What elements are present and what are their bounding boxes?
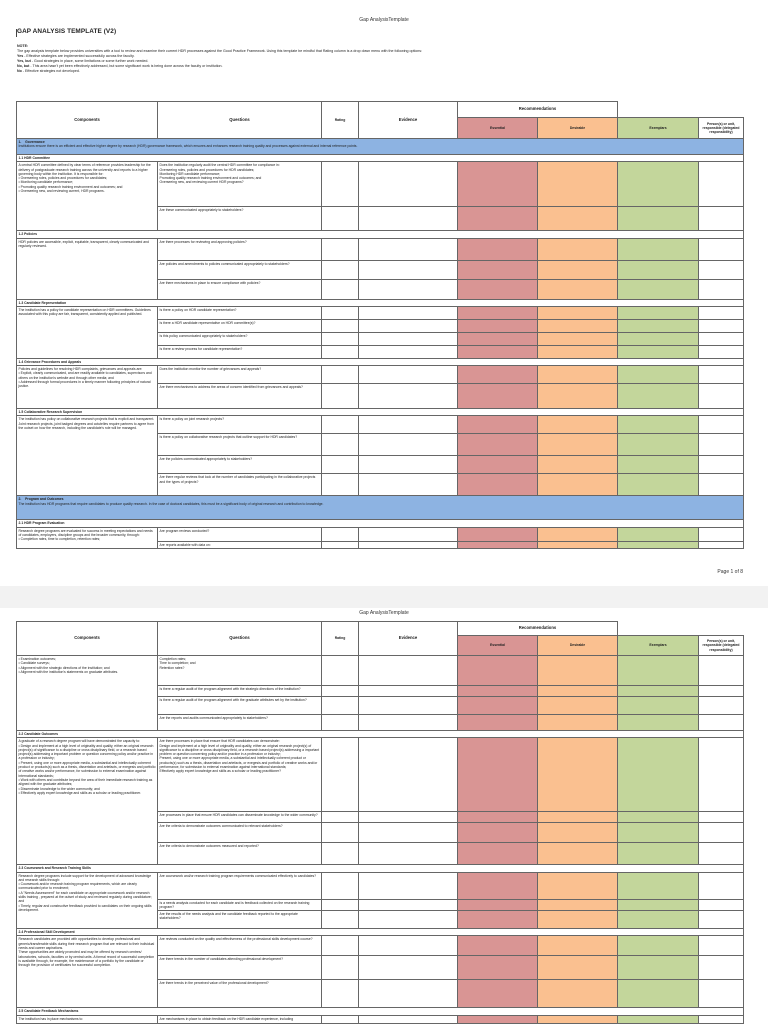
question: Are there mechanisms in place to ensure compliance with policies? <box>158 279 322 299</box>
persons-cell[interactable] <box>699 162 744 207</box>
essential-cell[interactable] <box>458 306 538 319</box>
exemplars-cell[interactable] <box>618 843 699 865</box>
exemplars-cell[interactable] <box>618 1015 699 1023</box>
essential-cell[interactable] <box>458 911 538 929</box>
page-header: Gap AnalysisTemplate <box>359 610 409 616</box>
question: Is there a policy on collaborative research projects that outline support for HDR candidates? <box>158 434 322 456</box>
question: Is there a regular audit of the program alignment with the graduate attributes set by the institution? <box>158 697 322 715</box>
evidence-cell[interactable] <box>359 656 458 686</box>
evidence-cell[interactable] <box>359 416 458 434</box>
desirable-cell[interactable] <box>538 911 618 929</box>
component-1-2: HDR policies are accessible, explicit, equitable, transparent, clearly communicated and regularly reviewed. <box>17 238 158 299</box>
header-evidence: Evidence <box>359 102 458 139</box>
essential-cell[interactable] <box>458 715 538 731</box>
header-recommendations: Recommendations <box>458 102 618 118</box>
evidence-cell[interactable] <box>359 207 458 231</box>
question: Is there a regular audit of the program alignment with the strategic directions of the institution? <box>158 686 322 697</box>
rating-cell[interactable] <box>322 911 359 929</box>
question: Are there trends in the number of candidates attending professional development? <box>158 956 322 980</box>
rating-cell[interactable] <box>322 936 359 956</box>
desirable-cell[interactable] <box>538 345 618 358</box>
rating-cell[interactable] <box>322 416 359 434</box>
header-persons: Person(s) or unit, responsible (delegated responsibility) <box>699 118 744 139</box>
question: Are mechanisms in place to obtain feedback on the HDR candidate experience, including <box>158 1015 322 1023</box>
evidence-cell[interactable] <box>359 715 458 731</box>
desirable-cell[interactable] <box>538 260 618 279</box>
rating-cell[interactable] <box>322 899 359 911</box>
exemplars-cell[interactable] <box>618 656 699 686</box>
exemplars-cell[interactable] <box>618 332 699 345</box>
persons-cell[interactable] <box>699 823 744 843</box>
essential-cell[interactable] <box>458 474 538 496</box>
desirable-cell[interactable] <box>538 366 618 384</box>
exemplars-cell[interactable] <box>618 207 699 231</box>
question: Are there trends in the perceived value of the professional development? <box>158 980 322 1008</box>
persons-cell[interactable] <box>699 238 744 260</box>
exemplars-cell[interactable] <box>618 162 699 207</box>
evidence-cell[interactable] <box>359 872 458 899</box>
desirable-cell[interactable] <box>538 812 618 823</box>
evidence-cell[interactable] <box>359 319 458 332</box>
desirable-cell[interactable] <box>538 872 618 899</box>
essential-cell[interactable] <box>458 279 538 299</box>
exemplars-cell[interactable] <box>618 936 699 956</box>
component-1-4: Policies and guidelines for resolving HDR complaints, grievances and appeals are: • Explicit, clearly communicated, and are readily available to candidates, supervisors and others on the institution's website and through other media; and • Addressed through formal procedures in a timely manner following principles of natural justice. <box>17 366 158 409</box>
rating-cell[interactable] <box>322 541 359 548</box>
gap-analysis-table-continued <box>16 621 744 1024</box>
rating-cell[interactable] <box>322 686 359 697</box>
evidence-cell[interactable] <box>359 384 458 409</box>
component-1-5: The institution has policy on collaborative research projects that is explicit and transparent. Joint research projects, joint badged degrees and cotutelles require partners to agree from the outset on how the research, including the candidate's role will be managed. <box>17 416 158 496</box>
persons-cell[interactable] <box>699 738 744 812</box>
essential-cell[interactable] <box>458 1015 538 1023</box>
header-evidence: Evidence <box>359 622 458 656</box>
header-rating: Rating <box>322 622 359 656</box>
rating-option: Yes - Effective strategies are implemented successfully across the faculty. <box>17 54 135 58</box>
section-program-outcomes: 2. Program and Outcomes The institution has HDR programs that require candidates to produce quality research. In the case of doctoral candidates, this must be a significant body of original research and contribution to knowledge. <box>17 496 744 520</box>
rating-cell[interactable] <box>322 812 359 823</box>
persons-cell[interactable] <box>699 812 744 823</box>
rating-cell[interactable] <box>322 434 359 456</box>
persons-cell[interactable] <box>699 384 744 409</box>
question: Are program reviews conducted? <box>158 527 322 541</box>
essential-cell[interactable] <box>458 686 538 697</box>
question: Are processes in place that ensure HDR candidates can disseminate knowledge to the wider community? <box>158 812 322 823</box>
desirable-cell[interactable] <box>538 416 618 434</box>
exemplars-cell[interactable] <box>618 527 699 541</box>
evidence-cell[interactable] <box>359 956 458 980</box>
page-gap <box>0 586 768 608</box>
exemplars-cell[interactable] <box>618 872 699 899</box>
rating-cell[interactable] <box>322 456 359 474</box>
essential-cell[interactable] <box>458 456 538 474</box>
desirable-cell[interactable] <box>538 686 618 697</box>
evidence-cell[interactable] <box>359 697 458 715</box>
essential-cell[interactable] <box>458 527 538 541</box>
question: Are the reports and audits communicated appropriately to stakeholders? <box>158 715 322 731</box>
essential-cell[interactable] <box>458 384 538 409</box>
desirable-cell[interactable] <box>538 306 618 319</box>
essential-cell[interactable] <box>458 238 538 260</box>
header-essential: Essential <box>458 636 538 656</box>
rating-cell[interactable] <box>322 319 359 332</box>
note-paragraph: The gap analysis template below provides universities with a tool to review and examine their current HDR processes against the Good Practice Framework. Using this template be mindful that Rating column is a drop down menu with the following options: <box>17 49 423 53</box>
header-components: Components <box>17 622 158 656</box>
document-title: GAP ANALYSIS TEMPLATE (V2) <box>17 28 117 35</box>
rating-cell[interactable] <box>322 384 359 409</box>
desirable-cell[interactable] <box>538 936 618 956</box>
rating-cell[interactable] <box>322 260 359 279</box>
evidence-cell[interactable] <box>359 260 458 279</box>
persons-cell[interactable] <box>699 416 744 434</box>
question: Is there a review process for candidate representation? <box>158 345 322 358</box>
subsection-2-2: 2.2 Candidate Outcomes <box>17 731 744 738</box>
desirable-cell[interactable] <box>538 456 618 474</box>
exemplars-cell[interactable] <box>618 823 699 843</box>
question: Are there mechanisms to address the areas of concern identified from grievances and appeals? <box>158 384 322 409</box>
rating-cell[interactable] <box>322 656 359 686</box>
desirable-cell[interactable] <box>538 843 618 865</box>
desirable-cell[interactable] <box>538 899 618 911</box>
essential-cell[interactable] <box>458 319 538 332</box>
question: Is there a policy on joint research projects? <box>158 416 322 434</box>
evidence-cell[interactable] <box>359 936 458 956</box>
persons-cell[interactable] <box>699 279 744 299</box>
persons-cell[interactable] <box>699 306 744 319</box>
exemplars-cell[interactable] <box>618 474 699 496</box>
exemplars-cell[interactable] <box>618 812 699 823</box>
question: Is a needs analysis conducted for each candidate and is feedback collected on the research training program? <box>158 899 322 911</box>
desirable-cell[interactable] <box>538 238 618 260</box>
desirable-cell[interactable] <box>538 319 618 332</box>
persons-cell[interactable] <box>699 260 744 279</box>
persons-cell[interactable] <box>699 899 744 911</box>
persons-cell[interactable] <box>699 911 744 929</box>
rating-option: Yes, but - Good strategies in place, some limitations or some further work needed. <box>17 59 149 63</box>
header-recommendations: Recommendations <box>458 622 618 636</box>
desirable-cell[interactable] <box>538 715 618 731</box>
rating-cell[interactable] <box>322 843 359 865</box>
evidence-cell[interactable] <box>359 279 458 299</box>
rating-cell[interactable] <box>322 872 359 899</box>
essential-cell[interactable] <box>458 872 538 899</box>
rating-cell[interactable] <box>322 279 359 299</box>
exemplars-cell[interactable] <box>618 306 699 319</box>
rating-cell[interactable] <box>322 207 359 231</box>
evidence-cell[interactable] <box>359 306 458 319</box>
evidence-cell[interactable] <box>359 843 458 865</box>
rating-cell[interactable] <box>322 980 359 1008</box>
header-questions: Questions <box>158 622 322 656</box>
header-desirable: Desirable <box>538 118 618 139</box>
persons-cell[interactable] <box>699 697 744 715</box>
persons-cell[interactable] <box>699 332 744 345</box>
evidence-cell[interactable] <box>359 812 458 823</box>
essential-cell[interactable] <box>458 366 538 384</box>
evidence-cell[interactable] <box>359 474 458 496</box>
exemplars-cell[interactable] <box>618 911 699 929</box>
header-components: Components <box>17 102 158 139</box>
exemplars-cell[interactable] <box>618 238 699 260</box>
subsection-1-5: 1.5 Collaborative Research Supervision <box>17 409 744 416</box>
essential-cell[interactable] <box>458 332 538 345</box>
persons-cell[interactable] <box>699 980 744 1008</box>
header-questions: Questions <box>158 102 322 139</box>
essential-cell[interactable] <box>458 207 538 231</box>
desirable-cell[interactable] <box>538 434 618 456</box>
component-2-1-cont: • Examination outcomes; • Candidate surveys; • Alignment with the strategic directions of the institution; and • Alignment with the institution's statements on graduate attributes. <box>17 656 158 731</box>
persons-cell[interactable] <box>699 872 744 899</box>
essential-cell[interactable] <box>458 823 538 843</box>
essential-cell[interactable] <box>458 697 538 715</box>
exemplars-cell[interactable] <box>618 738 699 812</box>
essential-cell[interactable] <box>458 434 538 456</box>
persons-cell[interactable] <box>699 656 744 686</box>
persons-cell[interactable] <box>699 936 744 956</box>
evidence-cell[interactable] <box>359 238 458 260</box>
persons-cell[interactable] <box>699 715 744 731</box>
subsection-1-4: 1.4 Grievance Procedures and Appeals <box>17 358 744 365</box>
desirable-cell[interactable] <box>538 823 618 843</box>
desirable-cell[interactable] <box>538 541 618 548</box>
desirable-cell[interactable] <box>538 1015 618 1023</box>
question: Are the criteria to demonstrate outcomes communicated to relevant stakeholders? <box>158 823 322 843</box>
evidence-cell[interactable] <box>359 738 458 812</box>
evidence-cell[interactable] <box>359 1015 458 1023</box>
header-exemplars: Exemplars <box>618 636 699 656</box>
exemplars-cell[interactable] <box>618 697 699 715</box>
rating-cell[interactable] <box>322 345 359 358</box>
question: Completion rates; Time to completion; and Retention rates? <box>158 656 322 686</box>
persons-cell[interactable] <box>699 319 744 332</box>
desirable-cell[interactable] <box>538 279 618 299</box>
section-governance: 1. Governance Institutions ensure there is an efficient and effective higher degree by research (HDR) governance framework, which ensures and enhances research training quality and processes against external and internal reference points. <box>17 139 744 155</box>
subsection-2-3: 2.3 Coursework and Research Training Skills <box>17 865 744 872</box>
subsection-2-5: 2.5 Candidate Feedback Mechanisms <box>17 1008 744 1015</box>
desirable-cell[interactable] <box>538 384 618 409</box>
persons-cell[interactable] <box>699 956 744 980</box>
question: Are there processes for reviewing and approving policies? <box>158 238 322 260</box>
evidence-cell[interactable] <box>359 456 458 474</box>
desirable-cell[interactable] <box>538 738 618 812</box>
exemplars-cell[interactable] <box>618 715 699 731</box>
header-rating: Rating <box>322 102 359 139</box>
exemplars-cell[interactable] <box>618 956 699 980</box>
question: Is this policy communicated appropriately to stakeholders? <box>158 332 322 345</box>
evidence-cell[interactable] <box>359 686 458 697</box>
question: Are the policies communicated appropriately to stakeholders? <box>158 456 322 474</box>
evidence-cell[interactable] <box>359 527 458 541</box>
essential-cell[interactable] <box>458 936 538 956</box>
exemplars-cell[interactable] <box>618 456 699 474</box>
essential-cell[interactable] <box>458 843 538 865</box>
question: Are reviews conducted on the quality and effectiveness of the professional skills development course? <box>158 936 322 956</box>
subsection-1-2: 1.2 Policies <box>17 231 744 238</box>
essential-cell[interactable] <box>458 956 538 980</box>
essential-cell[interactable] <box>458 899 538 911</box>
exemplars-cell[interactable] <box>618 279 699 299</box>
persons-cell[interactable] <box>699 527 744 541</box>
exemplars-cell[interactable] <box>618 434 699 456</box>
exemplars-cell[interactable] <box>618 980 699 1008</box>
evidence-cell[interactable] <box>359 899 458 911</box>
question: Are policies and amendments to policies communicated appropriately to stakeholders? <box>158 260 322 279</box>
question: Are the criteria to demonstrate outcomes measured and reported? <box>158 843 322 865</box>
evidence-cell[interactable] <box>359 911 458 929</box>
rating-cell[interactable] <box>322 715 359 731</box>
header-persons: Person(s) or unit, responsible (delegated responsibility) <box>699 636 744 656</box>
intro-note <box>17 44 757 74</box>
evidence-cell[interactable] <box>359 434 458 456</box>
component-2-2: A graduate of a research degree program will have demonstrated the capacity to: • Design and implement at a high level of originality and quality, either an original research project(s) of significance to a discipline or cross disciplinary field, or a research based project(s) addressing a important problem or question concerning policy and/or practice in a profession or industry; • Present, using one or more appropriate media, a substantial and intellectually coherent product or products(s) such as a thesis, dissertation and artefacts, or exegesis and portfolio of creative works and/or performance, for submission to external examination against international standards; • Work with others and contribute beyond the area of their immediate research training as aligned with the graduate attributes; • Disseminate knowledge to the wider community; and • Effectively apply expert knowledge and skills as a scholar or leading practitioner. <box>17 738 158 865</box>
essential-cell[interactable] <box>458 416 538 434</box>
rating-cell[interactable] <box>322 332 359 345</box>
question: Is there a HDR candidate representative on HDR committee(s)? <box>158 319 322 332</box>
question: Does the institution regularly audit the central HDR committee for compliance in: Overseeing roles, policies and procedures for HDR candidates; Monitoring HDR candidate performance; Promoting quality research training environment and outcomes; and Overseeing new, and reviewing current HDR programs? <box>158 162 322 207</box>
persons-cell[interactable] <box>699 434 744 456</box>
evidence-cell[interactable] <box>359 366 458 384</box>
desirable-cell[interactable] <box>538 332 618 345</box>
essential-cell[interactable] <box>458 980 538 1008</box>
exemplars-cell[interactable] <box>618 319 699 332</box>
header-essential: Essential <box>458 118 538 139</box>
persons-cell[interactable] <box>699 541 744 548</box>
persons-cell[interactable] <box>699 366 744 384</box>
exemplars-cell[interactable] <box>618 541 699 548</box>
essential-cell[interactable] <box>458 656 538 686</box>
question: Does the institution monitor the number of grievances and appeals? <box>158 366 322 384</box>
evidence-cell[interactable] <box>359 345 458 358</box>
evidence-cell[interactable] <box>359 541 458 548</box>
exemplars-cell[interactable] <box>618 416 699 434</box>
page-number: Page 1 of 8 <box>717 569 743 575</box>
exemplars-cell[interactable] <box>618 686 699 697</box>
persons-cell[interactable] <box>699 474 744 496</box>
gap-analysis-table <box>16 101 744 549</box>
essential-cell[interactable] <box>458 738 538 812</box>
persons-cell[interactable] <box>699 207 744 231</box>
note-label: NOTE: <box>17 44 29 48</box>
essential-cell[interactable] <box>458 162 538 207</box>
component-2-1: Research degree programs are evaluated for success in meeting expectations and needs of candidates, employers, discipline groups and the broader community, through: • Completion rates, time to completion, retention rates; <box>17 527 158 548</box>
rating-cell[interactable] <box>322 956 359 980</box>
evidence-cell[interactable] <box>359 823 458 843</box>
evidence-cell[interactable] <box>359 980 458 1008</box>
essential-cell[interactable] <box>458 260 538 279</box>
desirable-cell[interactable] <box>538 697 618 715</box>
component-2-3: Research degree programs include support for the development of advanced knowledge and research skills through: • Coursework and/or research training program requirements, which are clearly communicated prior to enrolment; • A "Needs Assessment" for each candidate on appropriate coursework and/or research skills training , prepared at the outset of study and reviewed regularly during candidature; and • Timely, regular and constructive feedback provided to candidates on their ongoing skills development. <box>17 872 158 929</box>
essential-cell[interactable] <box>458 345 538 358</box>
subsection-1-3: 1.3 Candidate Representation <box>17 299 744 306</box>
persons-cell[interactable] <box>699 345 744 358</box>
exemplars-cell[interactable] <box>618 384 699 409</box>
evidence-cell[interactable] <box>359 332 458 345</box>
exemplars-cell[interactable] <box>618 899 699 911</box>
persons-cell[interactable] <box>699 843 744 865</box>
component-1-3: The institution has a policy for candidate representation on HDR committees. Guidelines associated with this policy are fair, transparent, consistently applied and published. <box>17 306 158 358</box>
rating-option: No - Effective strategies not developed. <box>17 69 80 73</box>
desirable-cell[interactable] <box>538 956 618 980</box>
rating-cell[interactable] <box>322 738 359 812</box>
subsection-1-1: 1.1 HDR Committee <box>17 155 744 162</box>
desirable-cell[interactable] <box>538 162 618 207</box>
rating-cell[interactable] <box>322 697 359 715</box>
exemplars-cell[interactable] <box>618 345 699 358</box>
rating-option: No, but - This area hasn't yet been effectively addressed, but some significant work is being done across the faculty or institution. <box>17 64 223 68</box>
component-2-4: Research candidates are provided with opportunities to develop professional and generic/transferable skills during their research program that are relevant to their individual needs and career aspirations. These opportunities are widely promoted and may be offered by research centres/ laboratories, schools, faculties or by central units. A formal record of successful completion is available through, for example, the maintenance of a portfolio by the candidate or through the provision of certificates for successful completion. <box>17 936 158 1008</box>
persons-cell[interactable] <box>699 686 744 697</box>
header-exemplars: Exemplars <box>618 118 699 139</box>
component-2-5: The institution has in place mechanisms to <box>17 1015 158 1023</box>
rating-cell[interactable] <box>322 162 359 207</box>
rating-cell[interactable] <box>322 366 359 384</box>
exemplars-cell[interactable] <box>618 260 699 279</box>
evidence-cell[interactable] <box>359 162 458 207</box>
rating-cell[interactable] <box>322 306 359 319</box>
exemplars-cell[interactable] <box>618 366 699 384</box>
page-header: Gap AnalysisTemplate <box>359 17 409 23</box>
header-desirable: Desirable <box>538 636 618 656</box>
persons-cell[interactable] <box>699 1015 744 1023</box>
rating-cell[interactable] <box>322 474 359 496</box>
question: Is there a policy on HDR candidate representation? <box>158 306 322 319</box>
rating-cell[interactable] <box>322 823 359 843</box>
question: Are these communicated appropriately to stakeholders? <box>158 207 322 231</box>
question: Are reports available with data on: <box>158 541 322 548</box>
rating-cell[interactable] <box>322 527 359 541</box>
question: Are there processes in place that ensure that HDR candidates can demonstrate: Design and implement at a high level of originality and quality, either an original research project(s) of significance to a discipline or cross disciplinary field, or a research based project(s) addressing a important problem or question concerning policy and/or practice in a profession or industry; Present, using one or more appropriate media, a substantial and intellectually coherent product or products(s) such as a thesis, dissertation and artefacts, or exegesis and portfolio of creative works and/or performance, for submission to external examination against international standards; Effectively apply expert knowledge and skills as a scholar or leading practitioner? <box>158 738 322 812</box>
subsection-2-1: 2.1 HDR Program Evaluation <box>17 520 744 527</box>
rating-cell[interactable] <box>322 1015 359 1023</box>
subsection-2-4: 2.4 Professional Skill Development <box>17 929 744 936</box>
desirable-cell[interactable] <box>538 474 618 496</box>
desirable-cell[interactable] <box>538 527 618 541</box>
desirable-cell[interactable] <box>538 207 618 231</box>
question: Are the results of the needs analysis and the candidate feedback reported to the appropriate stakeholders? <box>158 911 322 929</box>
component-1-1: A central HDR committee defined by clear terms of reference provides leadership for the delivery of postgraduate research training across the university and reports to a higher governing body within the institution. It is responsible for: • Overseeing roles, policies and procedures for candidates; • Monitoring candidate performance; • Promoting quality research training environment and outcomes; and • Overseeing new, and reviewing current, HDR programs. <box>17 162 158 231</box>
page-2 <box>0 608 768 1024</box>
question: Are coursework and/or research training program requirements communicated effectively to candidates? <box>158 872 322 899</box>
question: Are there regular reviews that look at the number of candidates participating in the collaborative projects and the types of projects? <box>158 474 322 496</box>
persons-cell[interactable] <box>699 456 744 474</box>
desirable-cell[interactable] <box>538 656 618 686</box>
rating-cell[interactable] <box>322 238 359 260</box>
essential-cell[interactable] <box>458 812 538 823</box>
essential-cell[interactable] <box>458 541 538 548</box>
desirable-cell[interactable] <box>538 980 618 1008</box>
